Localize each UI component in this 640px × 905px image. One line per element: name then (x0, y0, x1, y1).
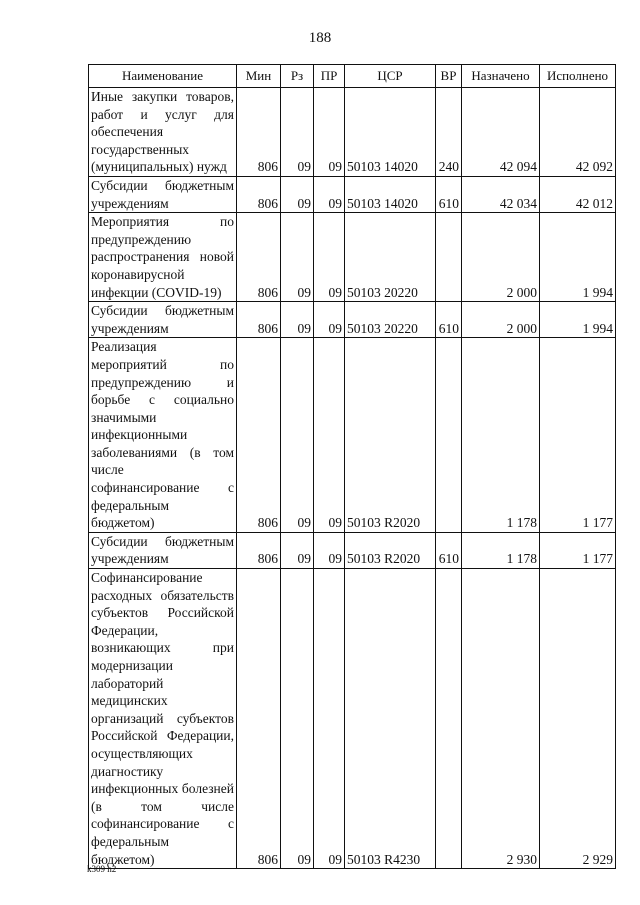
header-pr: ПР (314, 65, 345, 88)
row-vr (436, 213, 462, 302)
footer-code: k309 h2 (87, 864, 117, 874)
header-csr: ЦСР (345, 65, 436, 88)
row-rz: 09 (281, 532, 314, 568)
header-executed: Исполнено (540, 65, 616, 88)
row-csr: 50103 R4230 (345, 569, 436, 869)
row-csr: 50103 R2020 (345, 532, 436, 568)
row-min: 806 (237, 532, 281, 568)
row-min: 806 (237, 213, 281, 302)
table-row (89, 338, 616, 533)
row-name: Реализация мероприятий по предупреждению и борьбе с социально значимыми инфекционными заболеваниями (в том числе софинансирование с федеральным бюджетом) (89, 338, 237, 533)
table-row (89, 302, 616, 338)
row-executed: 1 994 (540, 213, 616, 302)
row-vr (436, 569, 462, 869)
header-rz: Рз (281, 65, 314, 88)
row-assigned: 2 000 (462, 302, 540, 338)
row-assigned: 42 034 (462, 176, 540, 212)
row-csr: 50103 20220 (345, 213, 436, 302)
row-pr: 09 (314, 88, 345, 177)
row-name: Мероприятия по предупреждению распространения новой коронавирусной инфекции (COVID-19) (89, 213, 237, 302)
row-csr: 50103 14020 (345, 88, 436, 177)
row-min: 806 (237, 176, 281, 212)
row-pr: 09 (314, 569, 345, 869)
table-row (89, 176, 616, 212)
row-pr: 09 (314, 213, 345, 302)
row-min: 806 (237, 88, 281, 177)
row-rz: 09 (281, 213, 314, 302)
row-executed: 1 177 (540, 532, 616, 568)
row-rz: 09 (281, 338, 314, 533)
row-csr: 50103 R2020 (345, 338, 436, 533)
header-assigned: Назначено (462, 65, 540, 88)
header-min: Мин (237, 65, 281, 88)
table-row (89, 532, 616, 568)
row-name: Субсидии бюджетным учреждениям (89, 176, 237, 212)
table-row (89, 213, 616, 302)
table-row (89, 569, 616, 869)
row-assigned: 1 178 (462, 338, 540, 533)
row-csr: 50103 14020 (345, 176, 436, 212)
row-executed: 2 929 (540, 569, 616, 869)
row-rz: 09 (281, 302, 314, 338)
row-rz: 09 (281, 569, 314, 869)
row-vr: 610 (436, 532, 462, 568)
budget-table (88, 64, 616, 869)
row-executed: 42 092 (540, 88, 616, 177)
row-pr: 09 (314, 176, 345, 212)
row-rz: 09 (281, 88, 314, 177)
row-name: Субсидии бюджетным учреждениям (89, 302, 237, 338)
row-executed: 1 177 (540, 338, 616, 533)
row-executed: 1 994 (540, 302, 616, 338)
row-csr: 50103 20220 (345, 302, 436, 338)
row-min: 806 (237, 569, 281, 869)
row-min: 806 (237, 302, 281, 338)
row-vr (436, 338, 462, 533)
row-vr: 240 (436, 88, 462, 177)
row-rz: 09 (281, 176, 314, 212)
table-row (89, 88, 616, 177)
header-row (89, 65, 616, 88)
page-number: 188 (308, 30, 332, 46)
row-name: Софинансирование расходных обязательств субъектов Российской Федерации, возникающих при модернизации лабораторий медицинских организаций субъектов Российской Федерации, осуществляющих диагностику инфекционных болезней (в том числе софинансирование с федеральным бюджетом) (89, 569, 237, 869)
row-vr: 610 (436, 176, 462, 212)
row-pr: 09 (314, 338, 345, 533)
row-pr: 09 (314, 302, 345, 338)
header-name: Наименование (89, 65, 237, 88)
header-vr: ВР (436, 65, 462, 88)
row-vr: 610 (436, 302, 462, 338)
row-name: Субсидии бюджетным учреждениям (89, 532, 237, 568)
row-assigned: 2 000 (462, 213, 540, 302)
row-assigned: 2 930 (462, 569, 540, 869)
row-assigned: 1 178 (462, 532, 540, 568)
row-min: 806 (237, 338, 281, 533)
row-assigned: 42 094 (462, 88, 540, 177)
row-name: Иные закупки товаров, работ и услуг для обеспечения государственных (муниципальных) нужд (89, 88, 237, 177)
row-pr: 09 (314, 532, 345, 568)
row-executed: 42 012 (540, 176, 616, 212)
